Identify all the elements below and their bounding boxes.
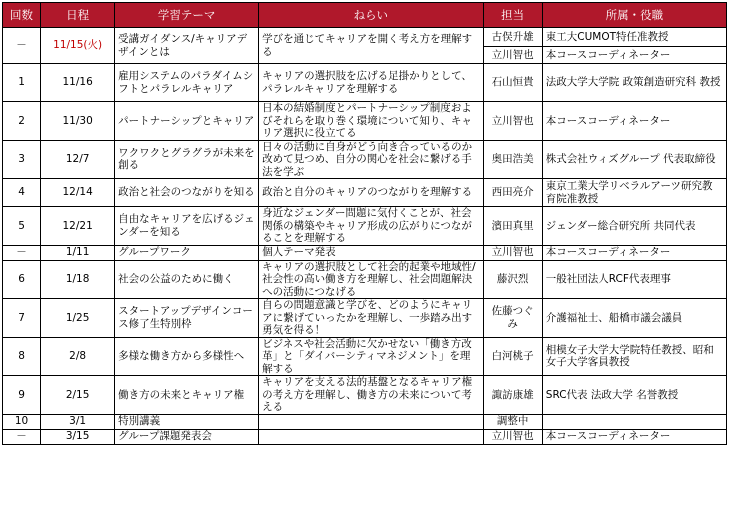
cell-lead: 石山恒貴 [483, 64, 542, 102]
cell-lead: 立川智也 [483, 102, 542, 141]
cell-aim: キャリアの選択肢として社会的起業や地域性/社会性の高い働き方を理解し、社会問題解決への活動につなげる [259, 260, 483, 299]
cell-date: 1/11 [41, 245, 115, 260]
table-row [3, 429, 727, 444]
cell-aim [259, 429, 483, 444]
cell-org: 本コースコーディネーター [542, 47, 726, 64]
cell-lead: 奥田浩美 [483, 140, 542, 179]
cell-date: 1/18 [41, 260, 115, 299]
cell-aim: 日々の活動に自身がどう向き合っているのか改めて見つめ、自分の関心を社会に繋げる手法を学ぶ [259, 140, 483, 179]
cell-theme: スタートアップデザインコース修了生特別枠 [115, 299, 259, 338]
cell-aim: キャリアを支える法的基盤となるキャリア権の考え方を理解し、働き方の未来について考える [259, 376, 483, 415]
schedule-table [2, 2, 727, 445]
header-theme: 学習テーマ [115, 3, 259, 28]
table-row [3, 179, 727, 207]
cell-no: 9 [3, 376, 41, 415]
cell-no: 10 [3, 414, 41, 429]
table-row [3, 140, 727, 179]
cell-lead: 古俣升雄 [483, 28, 542, 47]
cell-lead: 諏訪康雄 [483, 376, 542, 415]
cell-aim: 学びを通じてキャリアを開く考え方を理解する [259, 28, 483, 64]
cell-date: 12/7 [41, 140, 115, 179]
cell-org: 法政大学大学院 政策創造研究科 教授 [542, 64, 726, 102]
cell-theme: グループワーク [115, 245, 259, 260]
cell-no: 3 [3, 140, 41, 179]
cell-theme: ワクワクとグラグラが未来を創る [115, 140, 259, 179]
cell-theme: パートナーシップとキャリア [115, 102, 259, 141]
cell-no: － [3, 28, 41, 64]
cell-org: 相模女子大学大学院特任教授、昭和女子大学客員教授 [542, 337, 726, 376]
cell-org: 東工大CUMOT特任准教授 [542, 28, 726, 47]
cell-org: ジェンダー総合研究所 共同代表 [542, 207, 726, 246]
cell-org: 本コースコーディネーター [542, 245, 726, 260]
cell-no: － [3, 429, 41, 444]
header-lead: 担当 [483, 3, 542, 28]
cell-date: 1/25 [41, 299, 115, 338]
table-row [3, 376, 727, 415]
header-date: 日程 [41, 3, 115, 28]
cell-lead: 立川智也 [483, 245, 542, 260]
cell-date: 12/21 [41, 207, 115, 246]
cell-no: 2 [3, 102, 41, 141]
table-row [3, 337, 727, 376]
cell-org: 介護福祉士、船橋市議会議員 [542, 299, 726, 338]
cell-date: 2/8 [41, 337, 115, 376]
cell-aim: ビジネスや社会活動に欠かせない「働き方改革」と「ダイバーシティマネジメント」を理解する [259, 337, 483, 376]
table-row [3, 260, 727, 299]
cell-lead: 藤沢烈 [483, 260, 542, 299]
cell-aim: 日本の結婚制度とパートナーシップ制度およびそれらを取り巻く環境について知り、キャリア選択に役立てる [259, 102, 483, 141]
cell-org: SRC代表 法政大学 名誉教授 [542, 376, 726, 415]
cell-no: 5 [3, 207, 41, 246]
cell-date: 11/16 [41, 64, 115, 102]
table-row [3, 245, 727, 260]
cell-lead: 佐藤つぐみ [483, 299, 542, 338]
cell-no: 8 [3, 337, 41, 376]
cell-date: 3/1 [41, 414, 115, 429]
cell-theme: 社会の公益のために働く [115, 260, 259, 299]
cell-theme: 雇用システムのパラダイムシフトとパラレルキャリア [115, 64, 259, 102]
cell-no: － [3, 245, 41, 260]
cell-aim: 政治と自分のキャリアのつながりを理解する [259, 179, 483, 207]
cell-aim: 自らの問題意識と学びを、どのようにキャリアに繋げていったかを理解し、一歩踏み出す勇気を得る！ [259, 299, 483, 338]
header-no: 回数 [3, 3, 41, 28]
cell-theme: 自由なキャリアを広げるジェンダーを知る [115, 207, 259, 246]
cell-date: 2/15 [41, 376, 115, 415]
cell-no: 7 [3, 299, 41, 338]
cell-theme: 政治と社会のつながりを知る [115, 179, 259, 207]
cell-aim: キャリアの選択肢を広げる足掛かりとして、パラレルキャリアを理解する [259, 64, 483, 102]
cell-theme: 受講ガイダンス/キャリアデザインとは [115, 28, 259, 64]
cell-no: 1 [3, 64, 41, 102]
schedule-body [3, 28, 727, 445]
cell-theme: 多様な働き方から多様性へ [115, 337, 259, 376]
cell-org: 株式会社ウィズグループ 代表取締役 [542, 140, 726, 179]
cell-org [542, 414, 726, 429]
cell-lead: 西田亮介 [483, 179, 542, 207]
cell-date: 12/14 [41, 179, 115, 207]
cell-org: 本コースコーディネーター [542, 102, 726, 141]
cell-aim: 個人テーマ発表 [259, 245, 483, 260]
cell-date: 11/30 [41, 102, 115, 141]
cell-lead: 濱田真里 [483, 207, 542, 246]
cell-date: 11/15(火) [41, 28, 115, 64]
schedule-table-wrapper [2, 2, 727, 445]
cell-lead: 調整中 [483, 414, 542, 429]
cell-theme: グループ課題発表会 [115, 429, 259, 444]
header-org: 所属・役職 [542, 3, 726, 28]
table-row [3, 64, 727, 102]
table-row [3, 299, 727, 338]
table-row [3, 28, 727, 47]
cell-no: 4 [3, 179, 41, 207]
cell-org: 本コースコーディネーター [542, 429, 726, 444]
cell-lead: 立川智也 [483, 429, 542, 444]
cell-org: 東京工業大学リベラルアーツ研究教育院准教授 [542, 179, 726, 207]
cell-no: 6 [3, 260, 41, 299]
table-row [3, 207, 727, 246]
cell-org: 一般社団法人RCF代表理事 [542, 260, 726, 299]
cell-theme: 働き方の未来とキャリア権 [115, 376, 259, 415]
cell-aim: 身近なジェンダー問題に気付くことが、社会関係の構築やキャリア形成の広がりにつながることを理解する [259, 207, 483, 246]
cell-lead: 立川智也 [483, 47, 542, 64]
cell-date: 3/15 [41, 429, 115, 444]
header-row [3, 3, 727, 28]
cell-theme: 特別講義 [115, 414, 259, 429]
cell-lead: 白河桃子 [483, 337, 542, 376]
table-row [3, 102, 727, 141]
header-aim: ねらい [259, 3, 483, 28]
cell-aim [259, 414, 483, 429]
table-row [3, 414, 727, 429]
